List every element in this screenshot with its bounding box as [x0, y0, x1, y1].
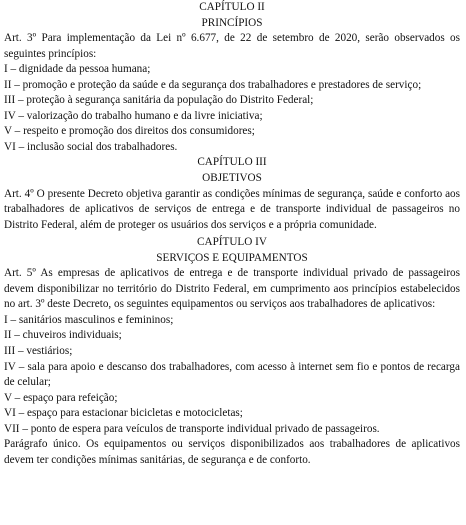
chapter-3 [4, 155, 460, 233]
article-3: Art. 3º Para implementação da Lei nº 6.677, de 22 de setembro de 2020, serão observados os seguintes princípios: [4, 32, 460, 60]
art3-item-6: VI – inclusão social dos trabalhadores. [4, 140, 178, 153]
article-5: Art. 5º As empresas de aplicativos de entrega e de transporte individual privado de passageiros devem disponibilizar no território do Distrito Federal, em cumprimento aos princípios estabelecidos no art. 3º deste Decreto, os seguintes equipamentos ou serviços aos trabalhadores de aplicativos: [4, 267, 460, 311]
art3-item-2: II – promoção e proteção da saúde e da segurança dos trabalhadores e prestadores de serviço; [4, 78, 422, 91]
chapter-2-title: CAPÍTULO II [199, 1, 265, 13]
art5-item-2: II – chuveiros individuais; [4, 329, 122, 342]
art5-item-7: VII – ponto de espera para veículos de transporte individual privado de passageiros. [4, 422, 380, 435]
art5-item-6: VI – espaço para estacionar bicicletas e motocicletas; [4, 407, 243, 420]
chapter-3-title: CAPÍTULO III [197, 156, 267, 169]
article-4: Art. 4º O presente Decreto objetiva garantir as condições mínimas de segurança, saúde e conforto aos trabalhadores de aplicativos de serviços de entrega e de transporte individual de passageiros no Distrito Federal, além de proteger os usuários dos serviços e a própria comunidade. [4, 187, 460, 231]
art3-item-3: III – proteção à segurança sanitária da população do Distrito Federal; [4, 94, 314, 107]
chapter-2-subtitle: PRINCÍPIOS [201, 16, 263, 29]
art3-item-4: IV – valorização do trabalho humano e da livre iniciativa; [4, 109, 263, 122]
art5-item-5: V – espaço para refeição; [4, 391, 118, 404]
chapter-2 [4, 0, 460, 155]
sole-paragraph: Parágrafo único. Os equipamentos ou serviços disponibilizados aos trabalhadores de aplicativos devem ter condições mínimas sanitárias, de segurança e de conforto. [4, 438, 460, 466]
art5-item-4: IV – sala para apoio e descanso dos trabalhadores, com acesso à internet sem fio e pontos de recarga de celular; [4, 360, 460, 389]
chapter-4 [4, 235, 460, 468]
art3-item-5: V – respeito e promoção dos direitos dos consumidores; [4, 125, 255, 138]
art5-item-1: I – sanitários masculinos e femininos; [4, 313, 174, 326]
chapter-4-subtitle: SERVIÇOS E EQUIPAMENTOS [156, 251, 308, 264]
chapter-3-subtitle: OBJETIVOS [202, 172, 262, 185]
chapter-4-title: CAPÍTULO IV [197, 236, 267, 249]
art3-item-1: I – dignidade da pessoa humana; [4, 63, 151, 76]
art5-item-3: III – vestiários; [4, 345, 73, 358]
